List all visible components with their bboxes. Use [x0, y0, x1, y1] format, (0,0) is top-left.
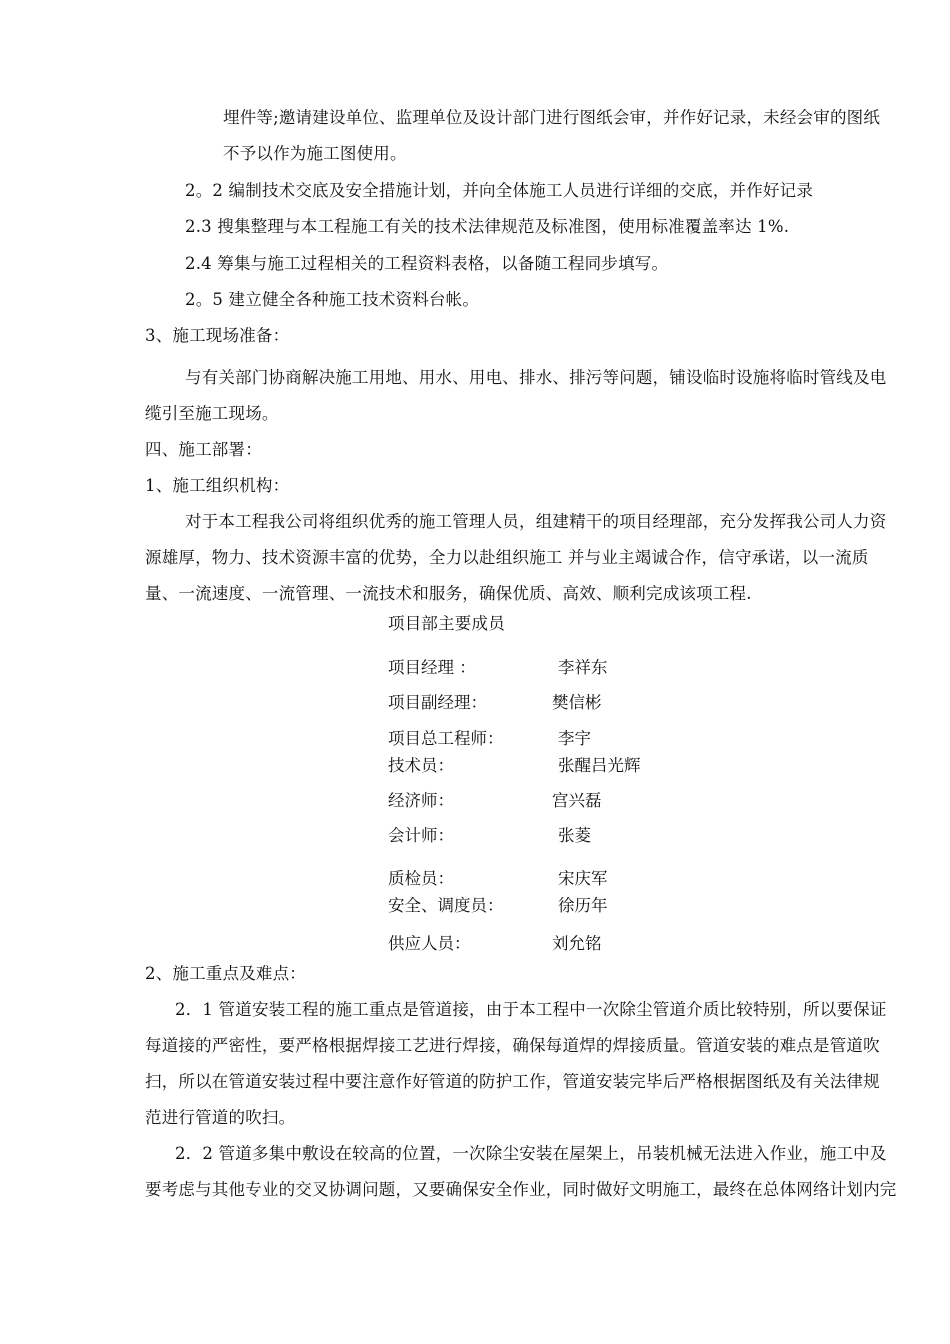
- section-heading: 3、施工现场准备：: [145, 326, 290, 345]
- paragraph-line: 不予以作为施工图使用。: [223, 144, 407, 163]
- member-role: 项目副经理：: [388, 693, 487, 712]
- paragraph-line: 缆引至施工现场。: [145, 404, 279, 423]
- section-heading: 四、施工部署：: [145, 440, 262, 459]
- member-role: 供应人员：: [388, 934, 471, 953]
- section-heading: 1、施工组织机构：: [145, 476, 290, 495]
- member-role: 项目经理 ：: [388, 658, 476, 677]
- paragraph-line: 量、一流速度、一流管理、一流技术和服务，确保优质、高效、顺利完成该项工程.: [145, 584, 752, 603]
- members-title: 项目部主要成员: [388, 614, 505, 633]
- member-role: 安全、调度员：: [388, 896, 504, 915]
- section-heading: 2、施工重点及难点：: [145, 964, 306, 983]
- paragraph-line: 扫，所以在管道安装过程中要注意作好管道的防护工作，管道安装完毕后严格根据图纸及有关法律规: [145, 1072, 880, 1091]
- paragraph-line: 与有关部门协商解决施工用地、用水、用电、排水、排污等问题，铺设临时设施将临时管线及电: [185, 368, 887, 387]
- paragraph-line: 每道接的严密性，要严格根据焊接工艺进行焊接，确保每道焊的焊接质量。管道安装的难点是管道吹: [145, 1036, 880, 1055]
- member-name: 刘允铭: [552, 934, 602, 953]
- paragraph-line: 2．2 管道多集中敷设在较高的位置，一次除尘安装在屋架上，吊装机械无法进入作业，施工中及: [175, 1144, 887, 1163]
- member-name: 樊信彬: [552, 693, 602, 712]
- paragraph-line: 埋件等;邀请建设单位、监理单位及设计部门进行图纸会审，并作好记录，未经会审的图纸: [223, 108, 881, 127]
- paragraph-line: 范进行管道的吹扫。: [145, 1108, 296, 1127]
- member-role: 质检员：: [388, 869, 454, 888]
- list-item: 2。5 建立健全各种施工技术资料台帐。: [185, 290, 480, 309]
- member-name: 宫兴磊: [552, 791, 602, 810]
- member-role: 经济师：: [388, 791, 454, 810]
- member-name: 徐历年: [558, 896, 608, 915]
- member-role: 技术员：: [388, 756, 454, 775]
- list-item: 2。2 编制技术交底及安全措施计划，并向全体施工人员进行详细的交底，并作好记录: [185, 181, 814, 200]
- member-role: 会计师：: [388, 826, 454, 845]
- paragraph-line: 2．1 管道安装工程的施工重点是管道接，由于本工程中一次除尘管道介质比较特别，所以要保证: [175, 1000, 887, 1019]
- member-name: 张醒吕光辉: [558, 756, 641, 775]
- member-name: 李祥东: [558, 658, 608, 677]
- list-item: 2.3 搜集整理与本工程施工有关的技术法律规范及标准图，使用标准覆盖率达 1%.: [185, 217, 790, 236]
- member-name: 宋庆军: [558, 869, 608, 888]
- member-role: 项目总工程师：: [388, 729, 504, 748]
- paragraph-line: 要考虑与其他专业的交叉协调问题，又要确保安全作业，同时做好文明施工，最终在总体网络计划内完: [145, 1180, 897, 1199]
- member-name: 李宇: [558, 729, 591, 748]
- member-name: 张菱: [558, 826, 591, 845]
- paragraph-line: 对于本工程我公司将组织优秀的施工管理人员，组建精干的项目经理部，充分发挥我公司人力资: [185, 512, 887, 531]
- paragraph-line: 源雄厚，物力、技术资源丰富的优势，全力以赴组织施工 并与业主竭诚合作，信守承诺，以一流质: [145, 548, 869, 567]
- list-item: 2.4 筹集与施工过程相关的工程资料表格，以备随工程同步填写。: [185, 254, 669, 273]
